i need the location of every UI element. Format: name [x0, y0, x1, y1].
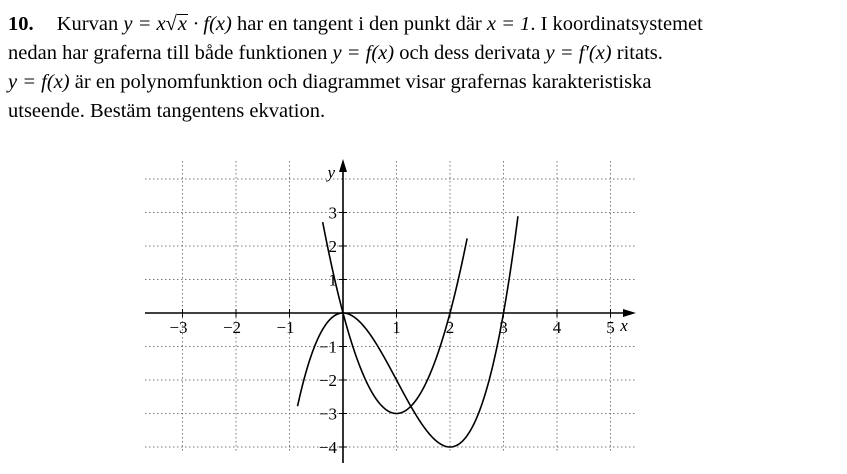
- math-y-eq-fpx: y = f′(x): [545, 42, 612, 64]
- y-tick-label: 3: [328, 203, 337, 223]
- text: . I koordinatsystemet: [530, 13, 703, 35]
- y-tick-label: 1: [328, 270, 337, 290]
- y-tick-label: −4: [318, 438, 337, 457]
- text: är en polynomfunktion och diagrammet visar grafernas karakteristiska: [74, 71, 652, 93]
- x-axis-label: x: [620, 316, 628, 335]
- text: ritats.: [616, 42, 663, 64]
- y-axis-arrow: [339, 159, 347, 172]
- x-tick-label: 1: [392, 318, 401, 337]
- problem-number: 10.: [8, 13, 34, 35]
- text: Kurvan: [56, 13, 119, 35]
- x-tick-label: 5: [606, 318, 615, 337]
- math-y-eq-fx: y = f(x): [8, 71, 70, 93]
- x-tick-label: −2: [222, 318, 242, 337]
- y-tick-label: 2: [328, 237, 337, 256]
- sqrt-argument: x: [177, 13, 188, 35]
- x-tick-label: 4: [552, 318, 562, 337]
- math-x-eq-1: x = 1: [486, 13, 531, 35]
- math-times-f: · f(x): [193, 13, 232, 35]
- y-axis-label: y: [327, 163, 335, 182]
- y-tick-label: −1: [318, 337, 337, 357]
- y-tick-label: −2: [318, 371, 337, 390]
- x-tick-label: −1: [276, 318, 295, 337]
- y-tick-label: −3: [318, 404, 337, 424]
- problem-line-4: utseende. Bestäm tangentens ekvation.: [8, 100, 326, 122]
- axes: [145, 159, 636, 463]
- math-y-eq-fx: y = f(x): [332, 42, 395, 64]
- x-tick-label: −3: [169, 318, 188, 337]
- sqrt-sign: √: [165, 13, 177, 35]
- text: har en tangent i den punkt där: [236, 13, 482, 35]
- math-y-eq-x: y = x: [123, 13, 166, 35]
- x-tick-label: 2: [445, 318, 455, 337]
- x-tick-label: 3: [499, 318, 508, 337]
- text: nedan har graferna till både funktionen: [8, 42, 328, 64]
- grid: [145, 161, 636, 453]
- text: och dess derivata: [399, 42, 541, 64]
